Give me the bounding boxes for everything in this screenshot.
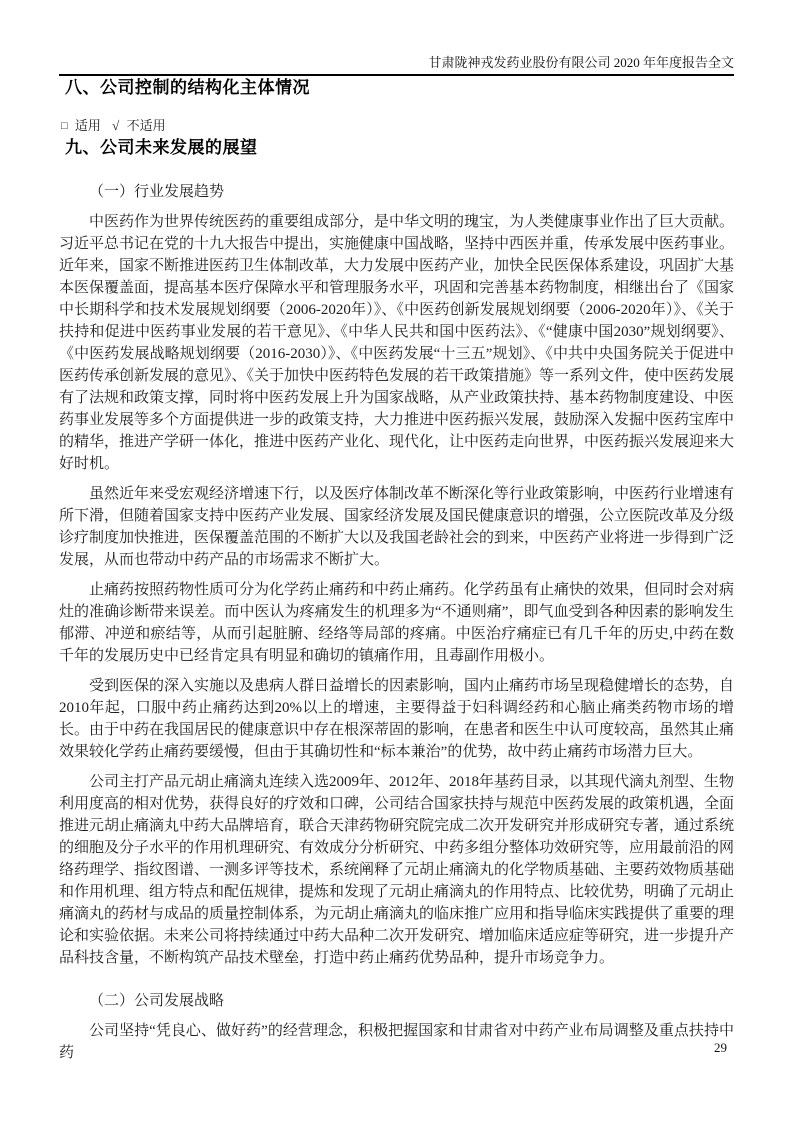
check-mark-icon: √ bbox=[112, 118, 120, 133]
body-paragraph: 受到医保的深入实施以及患病人群日益增长的因素影响，国内止痛药市场呈现稳健增长的态势，自2010年起，口服中药止痛药达到20%以上的增速，主要得益于妇科调经药和心脑止痛类药物市场的增长。由于中药在我国居民的健康意识中存在根深蒂固的影响，在患者和医生中认可度较高，虽然其止痛效果较化学药止痛药要缓慢，但由于其确切性和“标本兼治”的优势，故中药止痛药市场潜力巨大。 bbox=[59, 678, 735, 760]
report-header-title: 甘肃陇神戎发药业股份有限公司 2020 年年度报告全文 bbox=[59, 0, 734, 76]
body-paragraph: 止痛药按照药物性质可分为化学药止痛药和中药止痛药。化学药虽有止痛快的效果，但同时会对病灶的准确诊断带来误差。而中医认为疼痛发生的机理多为“不通则痛”，即气血受到各种因素的影响发生郁滞、冲逆和瘀结等，从而引起脏腑、经络等局部的疼痛。中医治疗痛症已有几千年的历史,中药在数千年的发展历史中已经肯定具有明显和确切的镇痛作用，且毒副作用极小。 bbox=[59, 582, 735, 664]
subsection-heading-industry-trends: （一）行业发展趋势 bbox=[89, 184, 225, 200]
section-heading-ix: 九、公司未来发展的展望 bbox=[65, 138, 258, 157]
subsection-heading-company-strategy: （二）公司发展战略 bbox=[89, 993, 225, 1009]
body-paragraph: 公司坚持“凭良心、做好药”的经营理念，积极把握国家和甘肃省对中药产业布局调整及重点扶持中药 bbox=[59, 1023, 734, 1061]
body-paragraph: 公司主打产品元胡止痛滴丸连续入选2009年、2012年、2018年基药目录，以其现代滴丸剂型、生物利用度高的相对优势，获得良好的疗效和口碑，公司结合国家扶持与规范中医药发展的政策机遇，全面推进元胡止痛滴丸中药大品牌培育，联合天津药物研究院完成二次开发研究并形成研究专著，通过系统的细胞及分子水平的作用机理研究、有效成分分析研究、中药多组分整体功效研究等，应用最前沿的网络药理学、指纹图谱、一测多评等技术，系统阐释了元胡止痛滴丸的化学物质基础、主要药效物质基础和作用机理、组方特点和配伍规律，提炼和发现了元胡止痛滴丸的作用特点、比较优势，明确了元胡止痛滴丸的药材与成品的质量控制体系，为元胡止痛滴丸的临床推广应用和指导临床实践提供了重要的理论和实验依据。未来公司将持续通过中药大品种二次开发研究、增加临床适应症等研究，进一步提升产品科技含量，不断构筑产品技术壁垒，打造中药止痛药优势品种，提升市场竞争力。 bbox=[59, 774, 735, 966]
body-paragraph: 中医药作为世界传统医药的重要组成部分，是中华文明的瑰宝，为人类健康事业作出了巨大贡献。习近平总书记在党的十九大报告中提出，实施健康中国战略，坚持中西医并重，传承发展中医药事业。近年来，国家不断推进医药卫生体制改革，大力发展中医药产业，加快全民医保体系建设，巩固扩大基本医保覆盖面，提高基本医疗保障水平和管理服务水平，巩固和完善基本药物制度，相继出台了《国家中长期科学和技术发展规划纲要（2006-2020年）》、《中医药创新发展规划纲要（2006-2020年）》、《关于扶持和促进中医药事业发展的若干意见》、《中华人民共和国中医药法》、《“健康中国2030”规划纲要》、《中医药发展战略规划纲要（2016-2030）》、《中医药发展“十三五”规划》、《中共中央国务院关于促进中医药传承创新发展的意见》、《关于加快中医药特色发展的若干政策措施》等一系列文件，使中医药发展有了法规和政策支撑，同时将中医药发展上升为国家战略，从产业政策扶持、基本药物制度建设、中医药事业发展等多个方面提供进一步的政策支持，大力推进中医药振兴发展，鼓励深入发掘中医药宝库中的精华，推进产学研一体化，推进中医药产业化、现代化，让中医药走向世界，中医药振兴发展迎来大好时机。 bbox=[59, 214, 735, 472]
applicable-label: 适用 bbox=[74, 118, 101, 133]
section-heading-viii: 八、公司控制的结构化主体情况 bbox=[65, 78, 310, 97]
body-paragraph: 虽然近年来受宏观经济增速下行，以及医疗体制改革不断深化等行业政策影响，中医药行业增速有所下滑，但随着国家支持中医药产业发展、国家经济发展及国民健康意识的增强，公立医院改革及分级诊疗制度加快推进，医保覆盖范围的不断扩大以及我国老龄社会的到来，中医药产业将进一步得到广泛发展，从而也带动中药产品的市场需求不断扩大。 bbox=[59, 486, 735, 568]
page-number: 29 bbox=[714, 1040, 727, 1055]
not-applicable-label: 不适用 bbox=[126, 118, 166, 133]
applicability-line bbox=[59, 117, 734, 136]
checkbox-unchecked-icon: □ bbox=[61, 120, 68, 132]
